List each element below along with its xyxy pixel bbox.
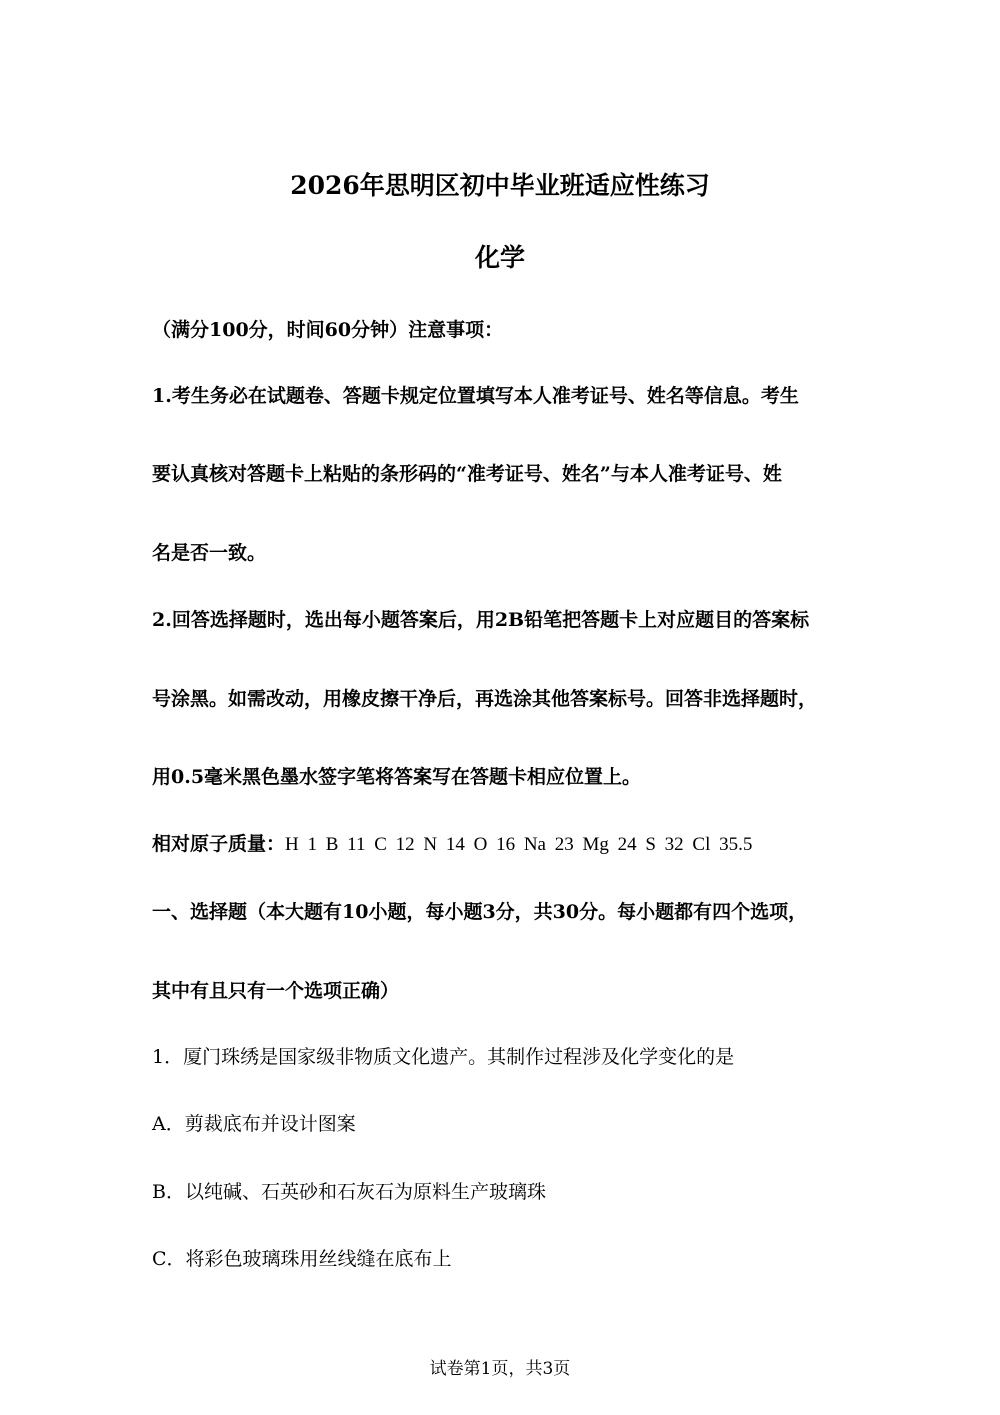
notice-item-2-line-2: 号涂黑。如需改动，用橡皮擦干净后，再选涂其他答案标号。回答非选择题时， [152, 688, 818, 710]
question-1-option-c: C．将彩色玻璃珠用丝线缝在底布上 [152, 1248, 452, 1270]
exam-title: 2026年思明区初中毕业班适应性练习 [290, 171, 710, 200]
notice-item-2-line-1: 2.回答选择题时，选出每小题答案后，用2B铅笔把答题卡上对应题目的答案标 [152, 609, 810, 631]
notice-item-1-line-2: 要认真核对答题卡上粘贴的条形码的“准考证号、姓名”与本人准考证号、姓 [152, 463, 782, 485]
subject-title: 化学 [474, 243, 525, 272]
question-1-option-b: B．以纯碱、石英砂和石灰石为原料生产玻璃珠 [152, 1181, 546, 1203]
atomic-mass-values: H 1 B 11 C 12 N 14 O 16 Na 23 Mg 24 S 32 Cl 35.5 [285, 834, 753, 855]
question-1-stem: 1．厦门珠绣是国家级非物质文化遗产。其制作过程涉及化学变化的是 [152, 1046, 735, 1068]
notice-item-1-line-1: 1.考生务必在试题卷、答题卡规定位置填写本人准考证号、姓名等信息。考生 [152, 385, 799, 407]
notice-item-1-line-3: 名是否一致。 [152, 542, 267, 564]
notice-item-2-line-3: 用0.5毫米黑色墨水签字笔将答案写在答题卡相应位置上。 [152, 766, 642, 788]
atomic-mass-row [152, 832, 752, 857]
section-1-heading-line-1: 一、选择题（本大题有10小题，每小题3分，共30分。每小题都有四个选项， [152, 901, 808, 923]
notice-intro: （满分100分，时间60分钟）注意事项： [152, 319, 504, 341]
question-1-option-a: A．剪裁底布并设计图案 [152, 1113, 356, 1135]
section-1-heading-line-2: 其中有且只有一个选项正确） [152, 980, 400, 1002]
atomic-mass-label: 相对原子质量： [152, 833, 286, 855]
page-footer: 试卷第1页，共3页 [429, 1359, 571, 1379]
